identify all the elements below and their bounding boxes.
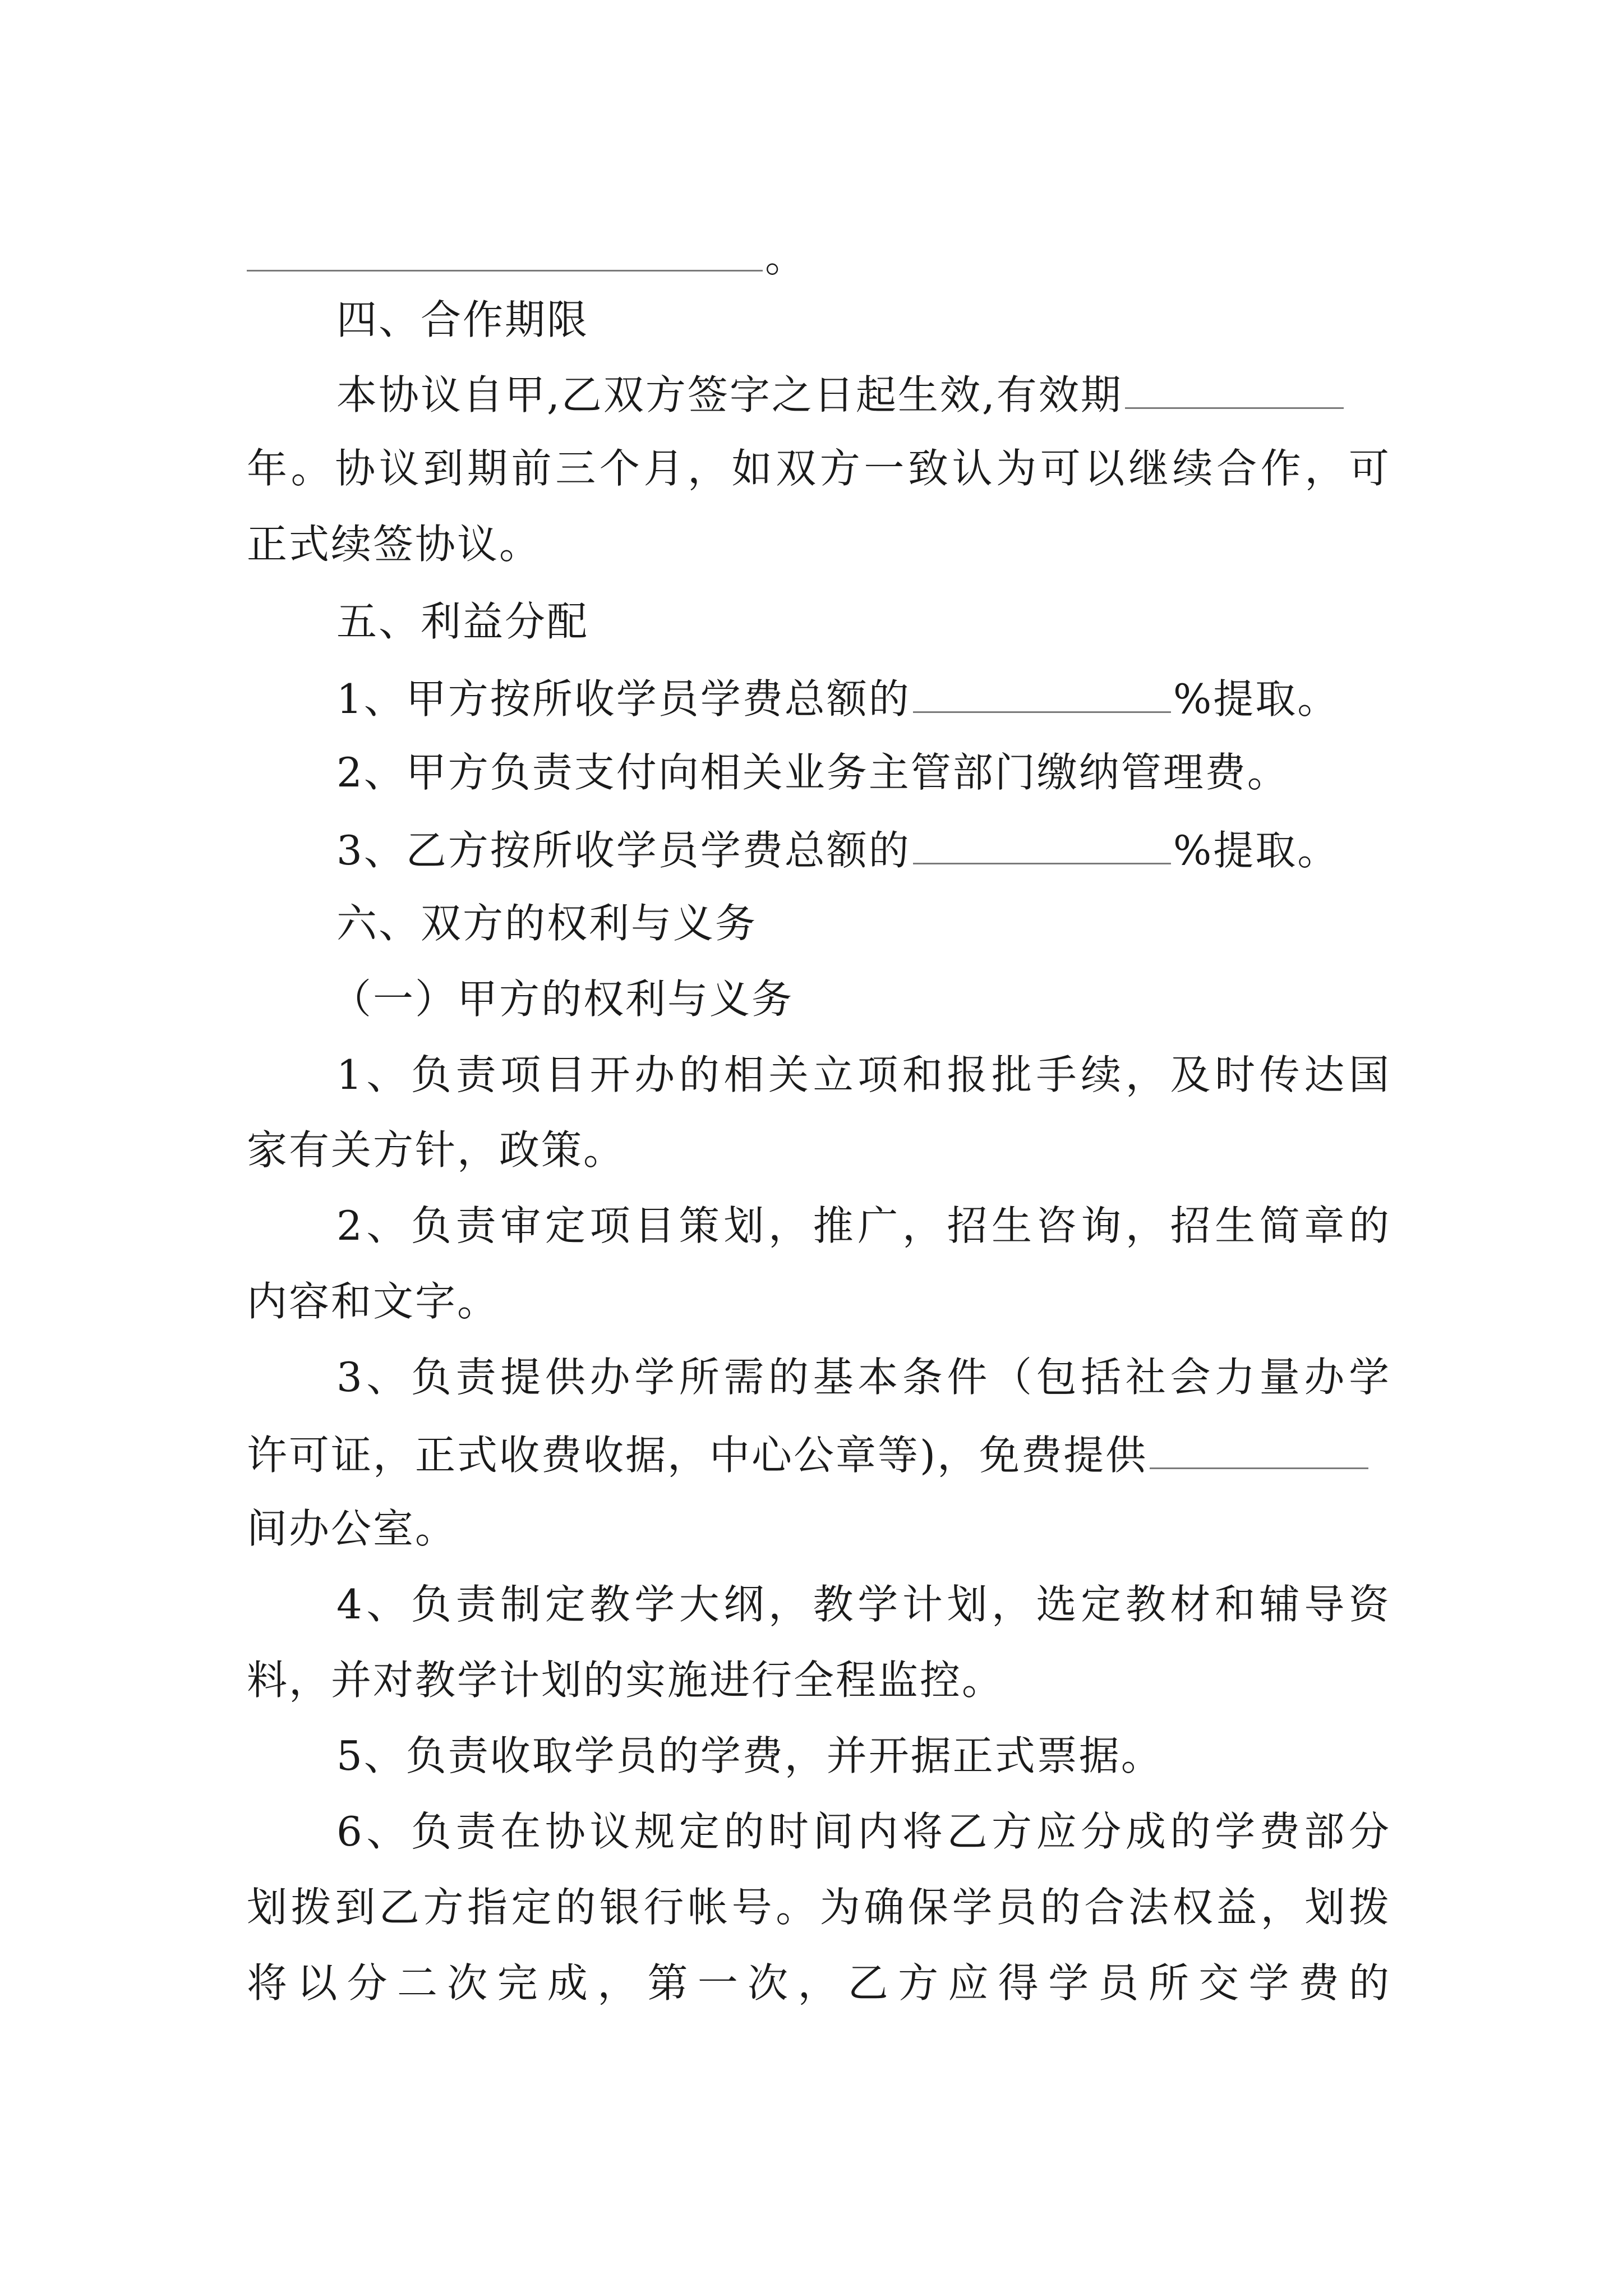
text-segment: 1、甲方按所收学员学费总额的 <box>336 675 911 723</box>
text-segment: %提取。 <box>1173 827 1340 874</box>
text-line-12: 1、负责项目开办的相关立项和报批手续，及时传达国 <box>336 1051 1391 1098</box>
text-line-22: 6、负责在协议规定的时间内将乙方应分成的学费部分 <box>336 1808 1391 1855</box>
text-line-24: 将以分二次完成，第一次，乙方应得学员所交学费的 <box>247 1959 1391 2007</box>
text-line-4: 年。协议到期前三个月，如双方一致认为可以继续合作，可 <box>247 445 1391 492</box>
text-segment: 。 <box>765 234 808 281</box>
text-line-16: 3、负责提供办学所需的基本条件（包括社会力量办学 <box>336 1354 1391 1401</box>
text-line-1 <box>247 227 1391 283</box>
text-line-15: 内容和文字。 <box>247 1278 500 1325</box>
text-segment: 许可证，正式收费收据，中心公章等)，免费提供 <box>247 1432 1148 1479</box>
fill-in-blank-percent-a[interactable] <box>913 669 1171 713</box>
text-line-5: 正式续签协议。 <box>247 521 542 568</box>
text-line-21: 5、负责收取学员的学费，并开据正式票据。 <box>336 1732 1163 1779</box>
fill-in-blank-rooms[interactable] <box>1150 1425 1368 1469</box>
section-heading-cooperation-period: 四、合作期限 <box>336 296 589 343</box>
text-line-7 <box>336 669 1391 725</box>
text-segment: 本协议自甲,乙双方签字之日起生效,有效期 <box>336 371 1123 418</box>
subsection-heading-party-a: （一）甲方的权利与义务 <box>331 976 794 1023</box>
text-line-3 <box>336 365 1391 421</box>
text-line-17 <box>247 1425 1391 1481</box>
text-line-8: 2、甲方负责支付向相关业务主管部门缴纳管理费。 <box>336 749 1289 796</box>
fill-in-blank-percent-b[interactable] <box>913 820 1171 864</box>
section-heading-profit-distribution: 五、利益分配 <box>336 598 589 645</box>
fill-in-blank-period[interactable] <box>1125 365 1344 409</box>
fill-in-blank[interactable] <box>247 227 763 272</box>
text-segment: %提取。 <box>1173 675 1340 723</box>
text-line-19: 4、负责制定教学大纲，教学计划，选定教材和辅导资 <box>336 1581 1391 1628</box>
text-line-14: 2、负责审定项目策划，推广，招生咨询，招生简章的 <box>336 1202 1391 1249</box>
text-line-13: 家有关方针，政策。 <box>247 1126 626 1174</box>
section-heading-rights-obligations: 六、双方的权利与义务 <box>336 900 758 947</box>
text-line-18: 间办公室。 <box>247 1505 458 1552</box>
text-line-9 <box>336 820 1391 876</box>
text-segment: 3、乙方按所收学员学费总额的 <box>336 827 911 874</box>
text-line-23: 划拨到乙方指定的银行帐号。为确保学员的合法权益，划拨 <box>247 1884 1391 1931</box>
text-line-20: 料，并对教学计划的实施进行全程监控。 <box>247 1657 1004 1704</box>
